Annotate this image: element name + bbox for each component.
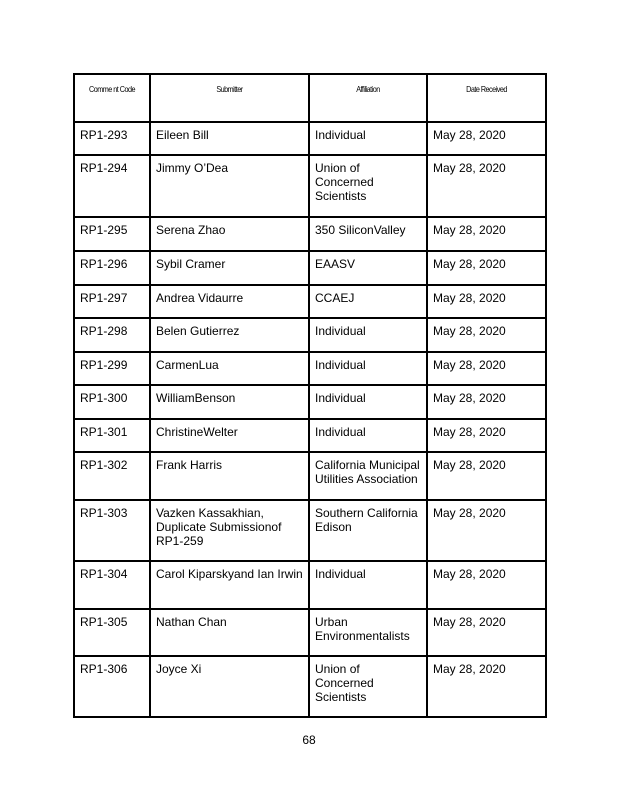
cell-submitter [150,561,309,609]
affiliation-text: Individual [315,391,366,405]
cell-submitter [150,656,309,717]
cell-affiliation [309,419,427,452]
date-text: May 28, 2020 [433,662,506,676]
table-row [74,452,546,500]
cell-code [74,419,150,452]
table-row [74,122,546,155]
cell-code [74,285,150,318]
code-text: RP1-299 [80,358,128,372]
cell-submitter [150,155,309,217]
affiliation-text: Urban Environmentalists [315,615,410,643]
cell-affiliation [309,609,427,656]
cell-code [74,318,150,352]
cell-code [74,251,150,285]
header-comment-code: Comme nt Code [80,74,145,122]
table-row [74,217,546,251]
submitter-text: Belen Gutierrez [156,324,240,338]
cell-date [427,352,546,385]
code-text: RP1-296 [80,257,128,271]
header-submitter: Submitter [162,74,297,122]
table-row [74,419,546,452]
cell-submitter [150,419,309,452]
affiliation-text: Individual [315,324,366,338]
submitter-text: Carol Kiparskyand Ian Irwin [156,567,303,581]
cell-date [427,419,546,452]
table-row [74,251,546,285]
header-date-received: Date Received [436,74,537,122]
cell-date [427,122,546,155]
cell-affiliation [309,217,427,251]
date-text: May 28, 2020 [433,615,506,629]
cell-date [427,452,546,500]
cell-affiliation [309,155,427,217]
date-text: May 28, 2020 [433,223,506,237]
cell-submitter [150,500,309,561]
cell-date [427,500,546,561]
header-row [74,74,546,122]
cell-affiliation [309,656,427,717]
cell-date [427,385,546,419]
table-row [74,500,546,561]
cell-submitter [150,122,309,155]
cell-affiliation [309,318,427,352]
code-text: RP1-294 [80,161,128,175]
submitter-text: Joyce Xi [156,662,202,676]
date-text: May 28, 2020 [433,324,506,338]
cell-code [74,500,150,561]
code-text: RP1-306 [80,662,128,676]
cell-code [74,561,150,609]
code-text: RP1-303 [80,506,128,520]
code-text: RP1-293 [80,128,128,142]
table-row [74,155,546,217]
cell-date [427,251,546,285]
cell-submitter [150,217,309,251]
affiliation-text: California Municipal Utilities Association [315,458,420,486]
cell-code [74,656,150,717]
cell-submitter [150,318,309,352]
code-text: RP1-300 [80,391,128,405]
cell-affiliation [309,500,427,561]
table-row [74,609,546,656]
date-text: May 28, 2020 [433,128,506,142]
code-text: RP1-304 [80,567,128,581]
table-row [74,352,546,385]
submitter-text: Vazken Kassakhian, Duplicate Submissionof RP1-259 [156,506,282,548]
date-text: May 28, 2020 [433,291,506,305]
submitter-text: CarmenLua [156,358,219,372]
cell-submitter [150,285,309,318]
cell-submitter [150,251,309,285]
comment-table [73,73,547,718]
affiliation-text: 350 SiliconValley [315,223,406,237]
submitter-text: Nathan Chan [156,615,227,629]
table-row [74,561,546,609]
cell-code [74,122,150,155]
cell-affiliation [309,122,427,155]
submitter-text: Eileen Bill [156,128,209,142]
cell-affiliation [309,251,427,285]
cell-code [74,352,150,385]
date-text: May 28, 2020 [433,425,506,439]
affiliation-text: Individual [315,425,366,439]
submitter-text: ChristineWelter [156,425,238,439]
cell-submitter [150,452,309,500]
table-row [74,385,546,419]
cell-code [74,452,150,500]
cell-date [427,561,546,609]
header-affiliation: Affiliation [318,74,418,122]
cell-submitter [150,352,309,385]
code-text: RP1-301 [80,425,128,439]
date-text: May 28, 2020 [433,161,506,175]
affiliation-text: Union of Concerned Scientists [315,161,374,203]
code-text: RP1-305 [80,615,128,629]
date-text: May 28, 2020 [433,257,506,271]
cell-date [427,609,546,656]
cell-date [427,656,546,717]
affiliation-text: EAASV [315,257,356,271]
page-number: 68 [302,733,316,747]
date-text: May 28, 2020 [433,358,506,372]
submitter-text: Serena Zhao [156,223,226,237]
affiliation-text: Individual [315,567,366,581]
cell-affiliation [309,285,427,318]
cell-code [74,155,150,217]
submitter-text: Andrea Vidaurre [156,291,244,305]
table-body [74,122,546,717]
submitter-text: Frank Harris [156,458,223,472]
code-text: RP1-295 [80,223,128,237]
submitter-text: Jimmy O’Dea [156,161,229,175]
cell-code [74,217,150,251]
cell-submitter [150,609,309,656]
date-text: May 28, 2020 [433,506,506,520]
affiliation-text: Individual [315,358,366,372]
table-row [74,656,546,717]
cell-submitter [150,385,309,419]
cell-code [74,609,150,656]
submitter-text: Sybil Cramer [156,257,226,271]
cell-affiliation [309,352,427,385]
cell-affiliation [309,561,427,609]
table-row [74,318,546,352]
affiliation-text: Southern California Edison [315,506,418,534]
cell-date [427,217,546,251]
code-text: RP1-298 [80,324,128,338]
cell-code [74,385,150,419]
submitter-text: WilliamBenson [156,391,236,405]
cell-affiliation [309,452,427,500]
date-text: May 28, 2020 [433,391,506,405]
cell-date [427,285,546,318]
cell-date [427,318,546,352]
table-row [74,285,546,318]
affiliation-text: Individual [315,128,366,142]
date-text: May 28, 2020 [433,458,506,472]
cell-date [427,155,546,217]
affiliation-text: CCAEJ [315,291,355,305]
code-text: RP1-297 [80,291,128,305]
cell-affiliation [309,385,427,419]
code-text: RP1-302 [80,458,128,472]
affiliation-text: Union of Concerned Scientists [315,662,374,704]
date-text: May 28, 2020 [433,567,506,581]
